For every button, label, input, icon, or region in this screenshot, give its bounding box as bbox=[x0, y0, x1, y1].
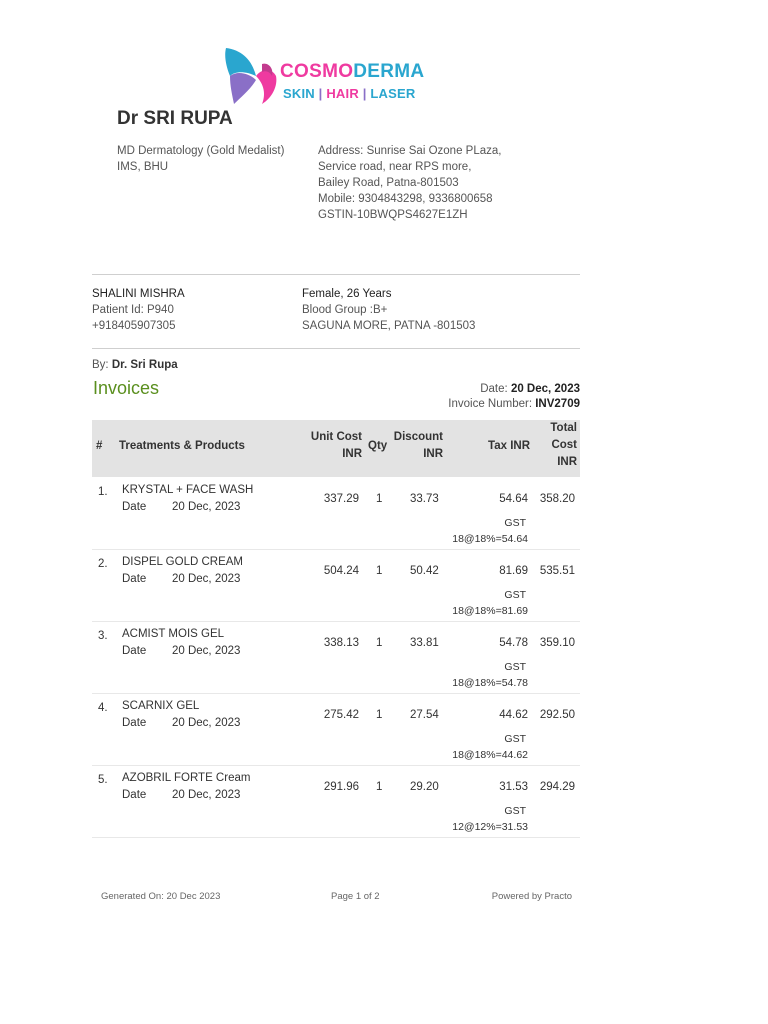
item-tax-detail: 18@18%=54.64 bbox=[452, 533, 528, 545]
by-doctor-name: Dr. Sri Rupa bbox=[111, 359, 178, 371]
invoice-date: 20 Dec, 2023 bbox=[510, 383, 580, 395]
header-total-line: INR bbox=[557, 456, 577, 468]
mobile-line: Mobile: 9304843298, 9336800658 bbox=[318, 193, 493, 205]
row-number: 3. bbox=[98, 630, 108, 642]
logo-tagline bbox=[283, 86, 415, 101]
prescribed-by bbox=[92, 359, 178, 371]
patient-details bbox=[302, 286, 475, 334]
item-date-label: Date bbox=[122, 645, 147, 657]
patient-address: SAGUNA MORE, PATNA -801503 bbox=[302, 320, 476, 332]
item-date: 20 Dec, 2023 bbox=[172, 573, 241, 585]
header-unit-cost bbox=[308, 429, 362, 463]
logo-tag-separator: | bbox=[318, 86, 323, 101]
item-tax-detail: 18@18%=81.69 bbox=[452, 605, 528, 617]
item-unit-cost: 291.96 bbox=[323, 781, 359, 793]
item-discount: 29.20 bbox=[410, 781, 439, 793]
item-qty: 1 bbox=[376, 709, 383, 721]
item-tax: 44.62 bbox=[499, 709, 528, 721]
row-number: 5. bbox=[98, 774, 108, 786]
item-name: KRYSTAL + FACE WASH bbox=[122, 484, 254, 496]
logo-tag-skin: SKIN bbox=[283, 86, 315, 101]
item-tax-detail: 18@18%=54.78 bbox=[452, 677, 528, 689]
patient-id: Patient Id: P940 bbox=[92, 304, 174, 316]
item-unit-cost: 504.24 bbox=[323, 565, 359, 577]
item-tax: 81.69 bbox=[499, 565, 528, 577]
table-row bbox=[92, 478, 580, 550]
item-name: SCARNIX GEL bbox=[122, 700, 200, 712]
item-total: 294.29 bbox=[539, 781, 575, 793]
item-name: AZOBRIL FORTE Cream bbox=[122, 772, 251, 784]
invoice-number: INV2709 bbox=[535, 398, 580, 410]
item-unit-cost: 337.29 bbox=[323, 493, 359, 505]
header-unit-cost-line: INR bbox=[342, 448, 362, 460]
item-discount: 27.54 bbox=[410, 709, 439, 721]
address-line: Address: Sunrise Sai Ozone PLaza, bbox=[318, 145, 502, 157]
logo-tag-laser: LASER bbox=[370, 86, 416, 101]
header-number: # bbox=[96, 440, 103, 452]
doctor-name: Dr SRI RUPA bbox=[117, 108, 233, 129]
item-tax: 54.64 bbox=[499, 493, 528, 505]
item-total: 359.10 bbox=[539, 637, 575, 649]
header-discount bbox=[390, 429, 443, 463]
logo-tag-hair: HAIR bbox=[326, 86, 359, 101]
item-date-label: Date bbox=[122, 789, 147, 801]
item-tax-detail: 12@12%=31.53 bbox=[452, 821, 528, 833]
row-number: 1. bbox=[98, 486, 108, 498]
item-total: 358.20 bbox=[539, 493, 575, 505]
header-total-line: Total bbox=[550, 422, 577, 434]
logo-word-derma: DERMA bbox=[353, 61, 425, 82]
row-divider bbox=[92, 837, 580, 838]
header-discount-line: Discount bbox=[393, 431, 443, 443]
header-qty: Qty bbox=[368, 440, 388, 452]
header-total bbox=[536, 420, 577, 471]
item-date: 20 Dec, 2023 bbox=[172, 501, 241, 513]
item-qty: 1 bbox=[376, 637, 383, 649]
patient-gender-age: Female, 26 Years bbox=[302, 288, 392, 300]
item-unit-cost: 275.42 bbox=[323, 709, 359, 721]
item-date: 20 Dec, 2023 bbox=[172, 645, 241, 657]
clinic-address bbox=[318, 143, 501, 223]
item-tax-detail: 18@18%=44.62 bbox=[452, 749, 528, 761]
patient-blood-group: Blood Group :B+ bbox=[302, 304, 388, 316]
qualification-line: MD Dermatology (Gold Medalist) bbox=[117, 145, 285, 157]
butterfly-face-icon bbox=[222, 46, 282, 108]
item-name: DISPEL GOLD CREAM bbox=[122, 556, 243, 568]
invoices-title: Invoices bbox=[93, 378, 160, 398]
item-date-label: Date bbox=[122, 717, 147, 729]
row-number: 4. bbox=[98, 702, 108, 714]
table-row bbox=[92, 622, 580, 694]
item-tax-note: GST bbox=[504, 517, 526, 529]
invoice-date-label: Date: bbox=[480, 383, 508, 395]
item-discount: 33.73 bbox=[410, 493, 439, 505]
item-date: 20 Dec, 2023 bbox=[172, 717, 241, 729]
patient-phone: +918405907305 bbox=[92, 320, 176, 332]
header-tax: Tax INR bbox=[488, 440, 530, 452]
item-date: 20 Dec, 2023 bbox=[172, 789, 241, 801]
header-total-line: Cost bbox=[551, 439, 577, 451]
invoice-meta bbox=[448, 382, 580, 412]
item-unit-cost: 338.13 bbox=[323, 637, 359, 649]
table-row bbox=[92, 766, 580, 838]
item-tax: 54.78 bbox=[499, 637, 528, 649]
gstin-line: GSTIN-10BWQPS4627E1ZH bbox=[318, 209, 468, 221]
item-qty: 1 bbox=[376, 565, 383, 577]
generated-on: Generated On: 20 Dec 2023 bbox=[101, 891, 221, 902]
logo-word-cosmo: COSMO bbox=[280, 61, 354, 82]
qualification-line: IMS, BHU bbox=[117, 161, 169, 173]
by-label: By: bbox=[92, 359, 109, 371]
invoice-number-label: Invoice Number: bbox=[448, 398, 533, 410]
item-tax-note: GST bbox=[504, 733, 526, 745]
item-discount: 33.81 bbox=[410, 637, 439, 649]
table-row bbox=[92, 694, 580, 766]
row-number: 2. bbox=[98, 558, 108, 570]
header-discount-line: INR bbox=[423, 448, 443, 460]
item-discount: 50.42 bbox=[410, 565, 439, 577]
item-tax-note: GST bbox=[504, 661, 526, 673]
item-qty: 1 bbox=[376, 781, 383, 793]
item-date-label: Date bbox=[122, 501, 147, 513]
item-tax: 31.53 bbox=[499, 781, 528, 793]
header-treatments: Treatments & Products bbox=[119, 440, 245, 452]
item-total: 292.50 bbox=[539, 709, 575, 721]
item-tax-note: GST bbox=[504, 805, 526, 817]
address-line: Bailey Road, Patna-801503 bbox=[318, 177, 459, 189]
table-row bbox=[92, 550, 580, 622]
divider bbox=[92, 274, 580, 275]
logo-tag-separator: | bbox=[362, 86, 367, 101]
divider bbox=[92, 348, 580, 349]
patient-name: SHALINI MISHRA bbox=[92, 288, 185, 300]
logo-wordmark bbox=[280, 61, 424, 83]
item-date-label: Date bbox=[122, 573, 147, 585]
item-qty: 1 bbox=[376, 493, 383, 505]
powered-by: Powered by Practo bbox=[491, 891, 572, 902]
doctor-qualification bbox=[117, 143, 284, 175]
header-unit-cost-line: Unit Cost bbox=[310, 431, 362, 443]
address-line: Service road, near RPS more, bbox=[318, 161, 472, 173]
table-header bbox=[92, 420, 580, 477]
item-total: 535.51 bbox=[539, 565, 575, 577]
clinic-logo bbox=[222, 46, 458, 108]
item-tax-note: GST bbox=[504, 589, 526, 601]
patient-info bbox=[92, 286, 185, 334]
page-number: Page 1 of 2 bbox=[331, 891, 380, 902]
item-name: ACMIST MOIS GEL bbox=[122, 628, 225, 640]
